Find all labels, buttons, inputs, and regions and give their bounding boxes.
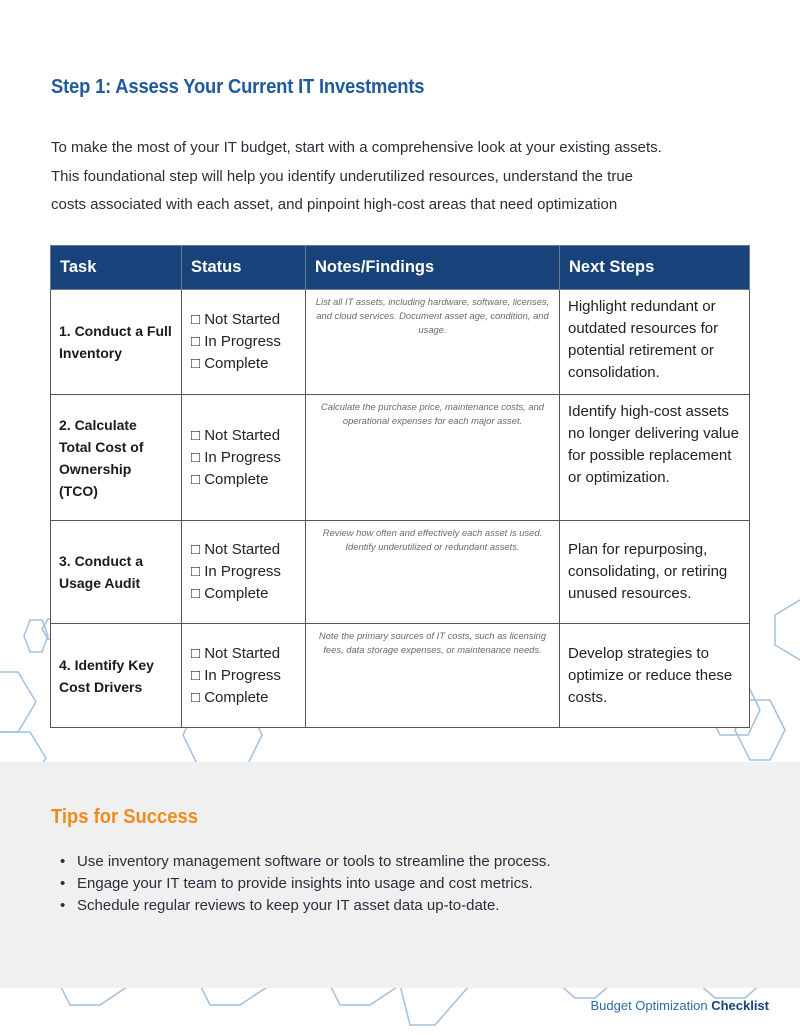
status-option-in-progress[interactable]: □ In Progress	[191, 666, 281, 684]
table-row	[51, 624, 750, 728]
status-option-complete[interactable]: □ Complete	[191, 688, 269, 706]
status-option-complete[interactable]: □ Complete	[191, 355, 269, 372]
table-row	[51, 395, 750, 521]
task-name: 3. Conduct a Usage Audit	[51, 521, 182, 624]
status-option-in-progress[interactable]: □ In Progress	[191, 333, 281, 350]
task-name: 4. Identify Key Cost Drivers	[51, 624, 182, 728]
status-option-in-progress[interactable]: □ In Progress	[191, 563, 281, 580]
next-steps: Identify high-cost assets no longer delivering value for possible replacement or optimization.	[560, 395, 750, 521]
footer-title	[590, 998, 769, 1013]
page-title: Step 1: Assess Your Current IT Investments	[51, 76, 425, 98]
column-header-status: Status	[182, 246, 306, 290]
status-option-not-started[interactable]: □ Not Started	[191, 541, 281, 558]
status-checklist	[182, 521, 306, 624]
table-header-row	[51, 246, 750, 290]
intro-line: costs associated with each asset, and pinpoint high-cost areas that need optimization	[51, 196, 618, 213]
status-option-not-started[interactable]: □ Not Started	[191, 311, 281, 328]
table-row	[51, 290, 750, 395]
tip-item: • Use inventory management software or tools to streamline the process.	[60, 851, 551, 873]
task-name: 1. Conduct a Full Inventory	[51, 290, 182, 395]
notes-findings[interactable]: Review how often and effectively each asset is used. Identify underutilized or redundant assets.	[306, 521, 560, 624]
column-header-notes: Notes/Findings	[306, 246, 560, 290]
status-checklist	[182, 624, 306, 728]
tip-item: • Schedule regular reviews to keep your IT asset data up-to-date.	[60, 895, 551, 917]
status-option-complete[interactable]: □ Complete	[191, 585, 269, 602]
assessment-table	[50, 245, 750, 728]
status-checklist	[182, 395, 306, 521]
status-option-complete[interactable]: □ Complete	[191, 470, 269, 488]
column-header-next-steps: Next Steps	[560, 246, 750, 290]
notes-findings[interactable]: Calculate the purchase price, maintenance costs, and operational expenses for each major asset.	[306, 395, 560, 521]
tip-item: • Engage your IT team to provide insights into usage and cost metrics.	[60, 873, 551, 895]
table-row	[51, 521, 750, 624]
footer-emphasis: Checklist	[711, 998, 769, 1013]
intro-line: This foundational step will help you identify underutilized resources, understand the true	[51, 167, 634, 185]
status-option-in-progress[interactable]: □ In Progress	[191, 448, 281, 466]
next-steps: Highlight redundant or outdated resources for potential retirement or consolidation.	[560, 290, 750, 395]
tips-title: Tips for Success	[51, 806, 198, 828]
footer-prefix: Budget Optimization	[590, 998, 708, 1013]
task-name: 2. Calculate Total Cost of Ownership (TCO)	[51, 395, 182, 521]
status-option-not-started[interactable]: □ Not Started	[191, 426, 281, 444]
status-option-not-started[interactable]: □ Not Started	[191, 644, 281, 662]
next-steps: Plan for repurposing, consolidating, or retiring unused resources.	[560, 521, 750, 624]
intro-line: To make the most of your IT budget, start with a comprehensive look at your existing assets.	[51, 139, 662, 156]
tips-list	[60, 851, 551, 917]
notes-findings[interactable]: List all IT assets, including hardware, software, licenses, and cloud services. Document asset age, condition, and usage.	[306, 290, 560, 395]
next-steps: Develop strategies to optimize or reduce these costs.	[560, 624, 750, 728]
column-header-task: Task	[51, 246, 182, 290]
status-checklist	[182, 290, 306, 395]
intro-paragraph	[51, 134, 731, 220]
notes-findings[interactable]: Note the primary sources of IT costs, such as licensing fees, data storage expenses, or maintenance needs.	[306, 624, 560, 728]
